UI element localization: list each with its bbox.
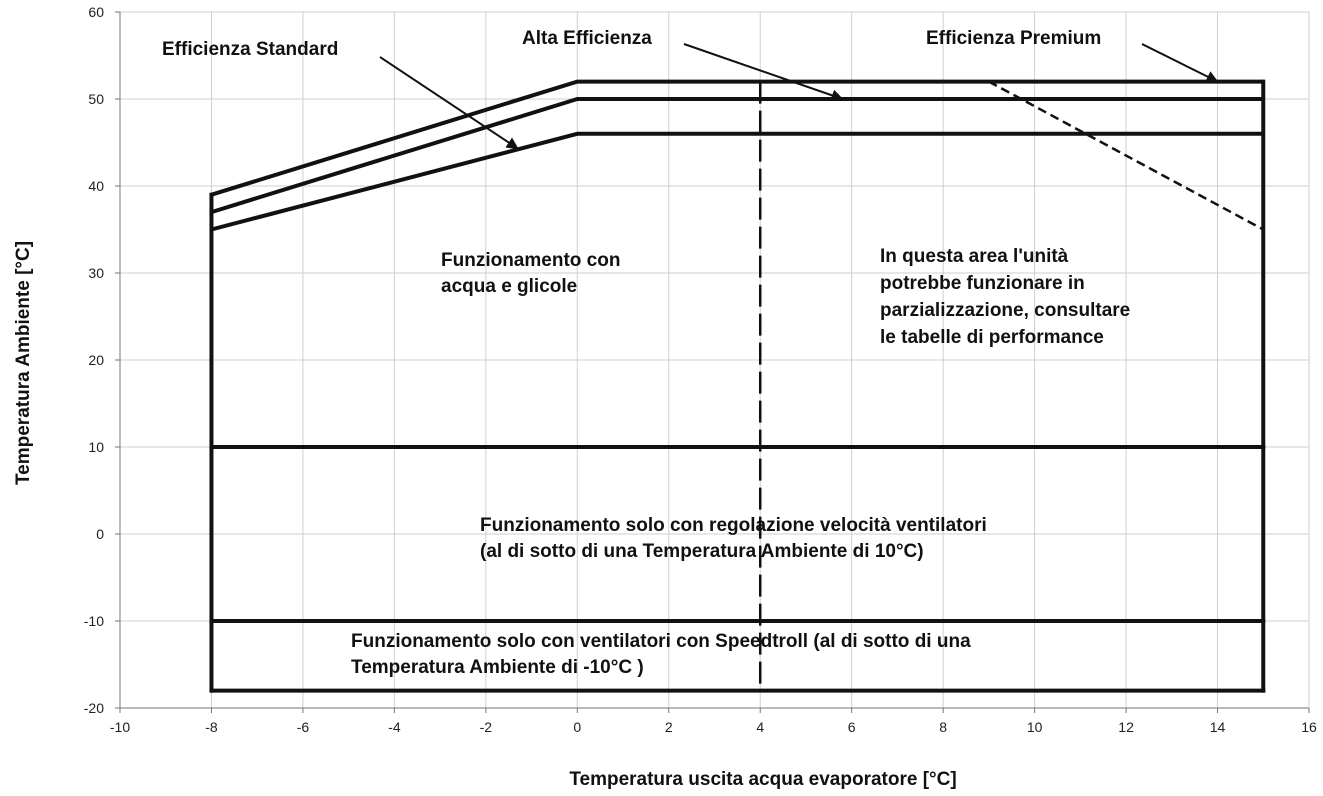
region-partialization-line-2: potrebbe funzionare in <box>880 273 1085 294</box>
y-tick-label: 0 <box>96 526 104 542</box>
x-tick-label: -4 <box>388 719 401 735</box>
x-tick-label: -6 <box>296 719 310 735</box>
x-axis-label: Temperatura uscita acqua evaporatore [°C] <box>569 769 957 790</box>
region-partialization-line-3: parzializzazione, consultare <box>880 300 1131 321</box>
x-tick-label: 6 <box>847 719 856 735</box>
x-tick-label: 0 <box>573 719 582 735</box>
label-efficienza-standard: Efficienza Standard <box>162 39 339 60</box>
x-tick-label: -8 <box>205 719 218 735</box>
annotation-arrow <box>1142 44 1218 82</box>
series-line <box>211 134 1263 230</box>
grid-lines <box>120 12 1309 708</box>
x-tick-label: -10 <box>109 719 131 735</box>
y-tick-label: 60 <box>88 4 104 20</box>
x-tick-label: 10 <box>1026 719 1043 735</box>
region-partialization-line-4: le tabelle di performance <box>880 327 1104 348</box>
y-tick-label: 10 <box>88 439 104 455</box>
x-tick-label: -2 <box>479 719 493 735</box>
operating-envelope <box>211 82 1263 691</box>
label-alta-efficienza: Alta Efficienza <box>522 28 652 49</box>
region-speedtroll-line-2: Temperatura Ambiente di -10°C ) <box>351 657 644 678</box>
region-speedtroll-line-1: Funzionamento solo con ventilatori con Speedtroll (al di sotto di una <box>351 631 971 652</box>
y-tick-label: 40 <box>88 178 104 194</box>
x-tick-label: 14 <box>1209 719 1226 735</box>
y-tick-label: -10 <box>83 613 104 629</box>
y-axis-label: Temperatura Ambiente [°C] <box>13 240 34 486</box>
series-line <box>211 99 1263 212</box>
region-glycol-line-2: acqua e glicole <box>441 276 578 297</box>
efficiency-series <box>211 82 1263 230</box>
x-tick-label: 16 <box>1301 719 1317 735</box>
y-tick-label: 30 <box>88 265 104 281</box>
region-fan-speed-line-1: Funzionamento solo con regolazione velocità ventilatori <box>480 515 987 536</box>
axes <box>115 12 1309 713</box>
x-tick-label: 4 <box>756 719 765 735</box>
x-tick-label: 12 <box>1118 719 1134 735</box>
x-tick-label: 2 <box>664 719 673 735</box>
y-tick-label: 20 <box>88 352 104 368</box>
region-partialization-line-1: In questa area l'unità <box>880 246 1069 267</box>
y-tick-labels <box>84 4 104 716</box>
annotation-arrow <box>684 44 843 99</box>
y-tick-label: -20 <box>83 700 104 716</box>
region-fan-speed-line-2: (al di sotto di una Temperatura Ambiente di 10°C) <box>480 541 924 562</box>
x-tick-labels <box>110 719 1317 735</box>
y-tick-label: 50 <box>88 91 104 107</box>
region-glycol-line-1: Funzionamento con <box>441 250 621 271</box>
label-efficienza-premium: Efficienza Premium <box>926 28 1102 49</box>
x-tick-label: 8 <box>939 719 948 735</box>
